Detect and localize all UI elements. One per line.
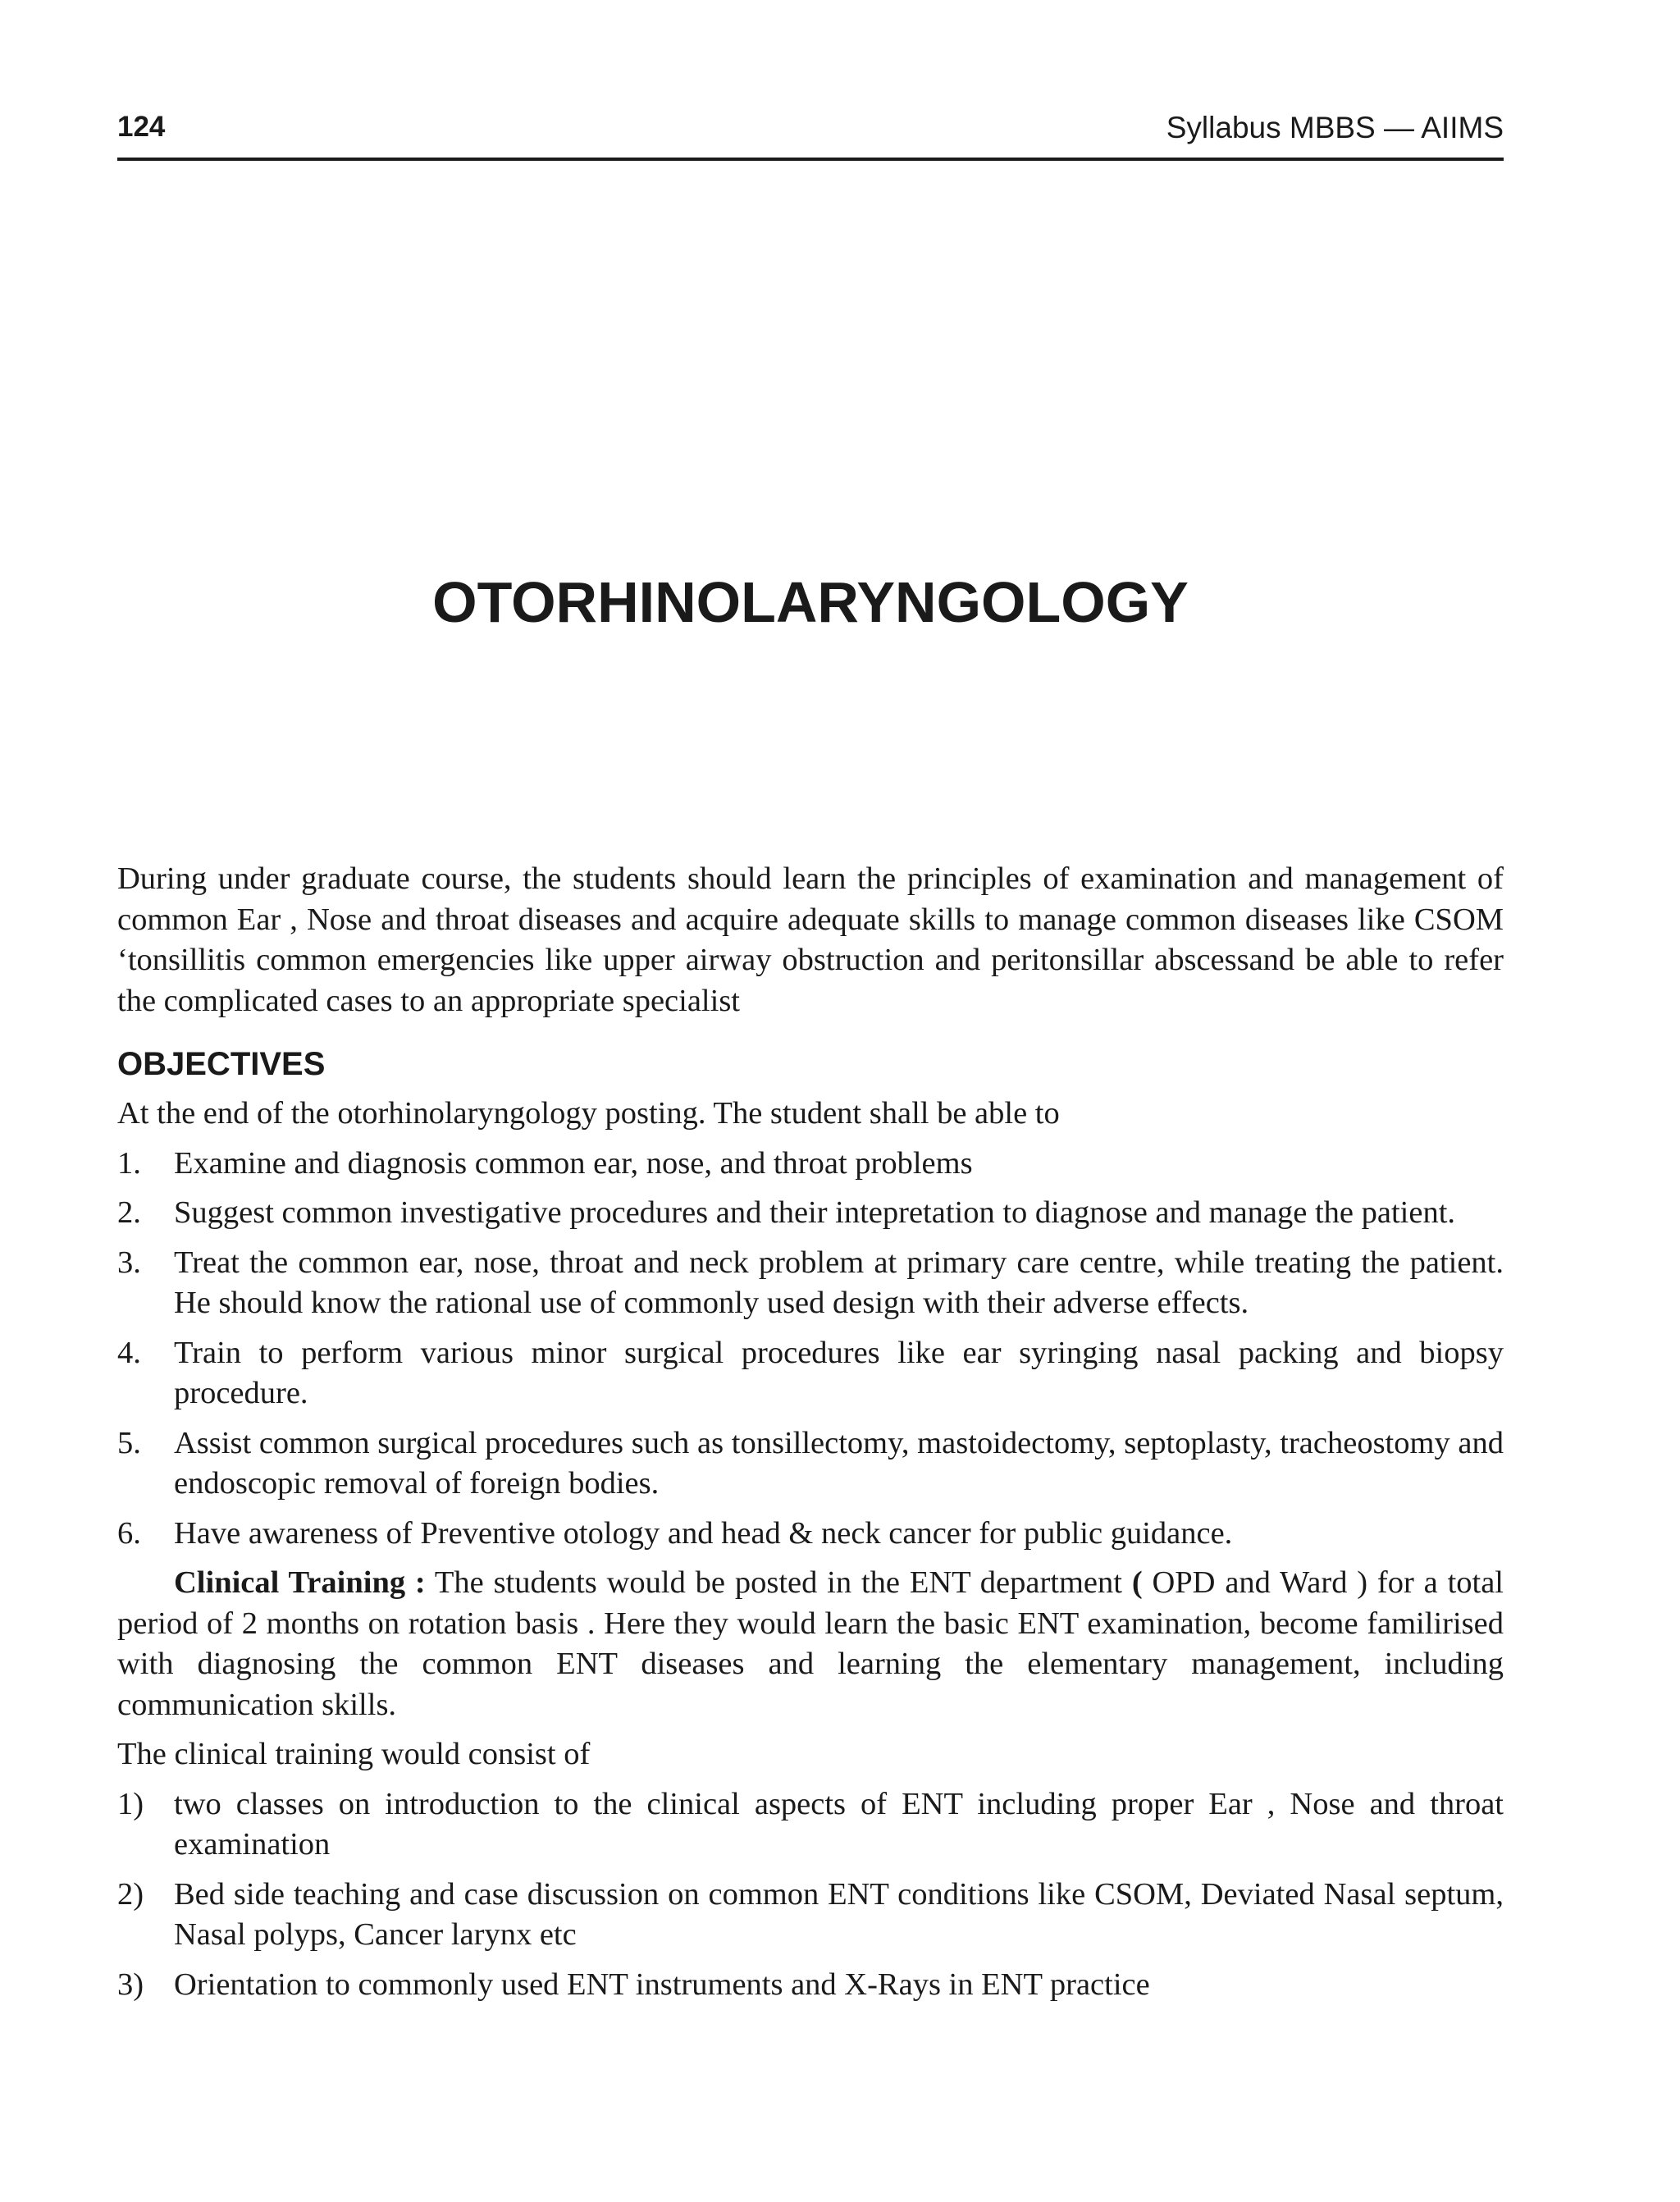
list-item bbox=[117, 1144, 1504, 1185]
list-item-number: 5. bbox=[117, 1425, 141, 1460]
list-item-text: Examine and diagnosis common ear, nose, and throat problems bbox=[174, 1145, 973, 1181]
list-item-text: Assist common surgical procedures such as tonsillectomy, mastoidectomy, septoplasty, tracheostomy and endoscopic removal of foreign bodies. bbox=[174, 1425, 1504, 1501]
list-item-text: Suggest common investigative procedures and their intepretation to diagnose and manage the patient. bbox=[174, 1195, 1456, 1230]
list-item-text: Orientation to commonly used ENT instruments and X-Rays in ENT practice bbox=[174, 1967, 1150, 2002]
list-item bbox=[117, 1243, 1504, 1324]
list-item bbox=[117, 1423, 1504, 1505]
clinical-training-text-before: The students would be posted in the ENT department bbox=[425, 1565, 1132, 1600]
list-item-number: 4. bbox=[117, 1335, 141, 1370]
list-item-number: 2) bbox=[117, 1876, 144, 1912]
training-list bbox=[117, 1784, 1504, 2006]
list-item bbox=[117, 1965, 1504, 2006]
clinical-training-paren: ( bbox=[1131, 1565, 1143, 1600]
list-item bbox=[117, 1875, 1504, 1956]
body-text bbox=[117, 859, 1504, 2014]
list-item-text: two classes on introduction to the clinical aspects of ENT including proper Ear , Nose and throat examination bbox=[174, 1786, 1504, 1862]
objectives-list bbox=[117, 1144, 1504, 1555]
running-header bbox=[117, 108, 1504, 161]
list-item-number: 6. bbox=[117, 1515, 141, 1551]
list-item-number: 2. bbox=[117, 1195, 141, 1230]
list-item bbox=[117, 1784, 1504, 1866]
list-item-number: 3) bbox=[117, 1967, 144, 2002]
page-number: 124 bbox=[117, 111, 166, 143]
intro-paragraph: During under graduate course, the students should learn the principles of examination and management of common Ear , Nose and throat diseases and acquire adequate skills to manage common diseases like CSOM ‘tonsillitis common emergencies like upper airway obstruction and peritonsillar abscessand be able to refer the complicated cases to an appropriate specialist bbox=[117, 861, 1504, 1018]
objectives-heading: OBJECTIVES bbox=[117, 1046, 326, 1082]
clinical-training-paragraph bbox=[117, 1563, 1504, 1725]
list-item bbox=[117, 1193, 1504, 1234]
list-item-number: 1. bbox=[117, 1145, 141, 1181]
list-item-text: Have awareness of Preventive otology and head & neck cancer for public guidance. bbox=[174, 1515, 1233, 1551]
list-item-text: Train to perform various minor surgical procedures like ear syringing nasal packing and biopsy procedure. bbox=[174, 1335, 1504, 1410]
list-item bbox=[117, 1333, 1504, 1414]
list-item bbox=[117, 1514, 1504, 1555]
objectives-lead: At the end of the otorhinolaryngology posting. The student shall be able to bbox=[117, 1096, 1060, 1131]
training-consist-lead: The clinical training would consist of bbox=[117, 1737, 591, 1771]
clinical-training-label: Clinical Training : bbox=[174, 1565, 426, 1600]
running-title: Syllabus MBBS — AIIMS bbox=[1166, 111, 1504, 144]
list-item-text: Bed side teaching and case discussion on common ENT conditions like CSOM, Deviated Nasal septum, Nasal polyps, Cancer larynx etc bbox=[174, 1876, 1504, 1952]
chapter-title: OTORHINOLARYNGOLOGY bbox=[432, 569, 1189, 634]
list-item-number: 1) bbox=[117, 1786, 144, 1821]
list-item-text: Treat the common ear, nose, throat and neck problem at primary care centre, while treating the patient. He should know the rational use of commonly used design with their adverse effects. bbox=[174, 1245, 1504, 1320]
clinical-training-text-after: OPD and Ward ) for a total period of 2 months on rotation basis . Here they would learn the basic ENT examination, become familirised with diagnosing the common ENT diseases and learning the elementary management, including communication skills. bbox=[117, 1565, 1504, 1722]
list-item-number: 3. bbox=[117, 1245, 141, 1280]
